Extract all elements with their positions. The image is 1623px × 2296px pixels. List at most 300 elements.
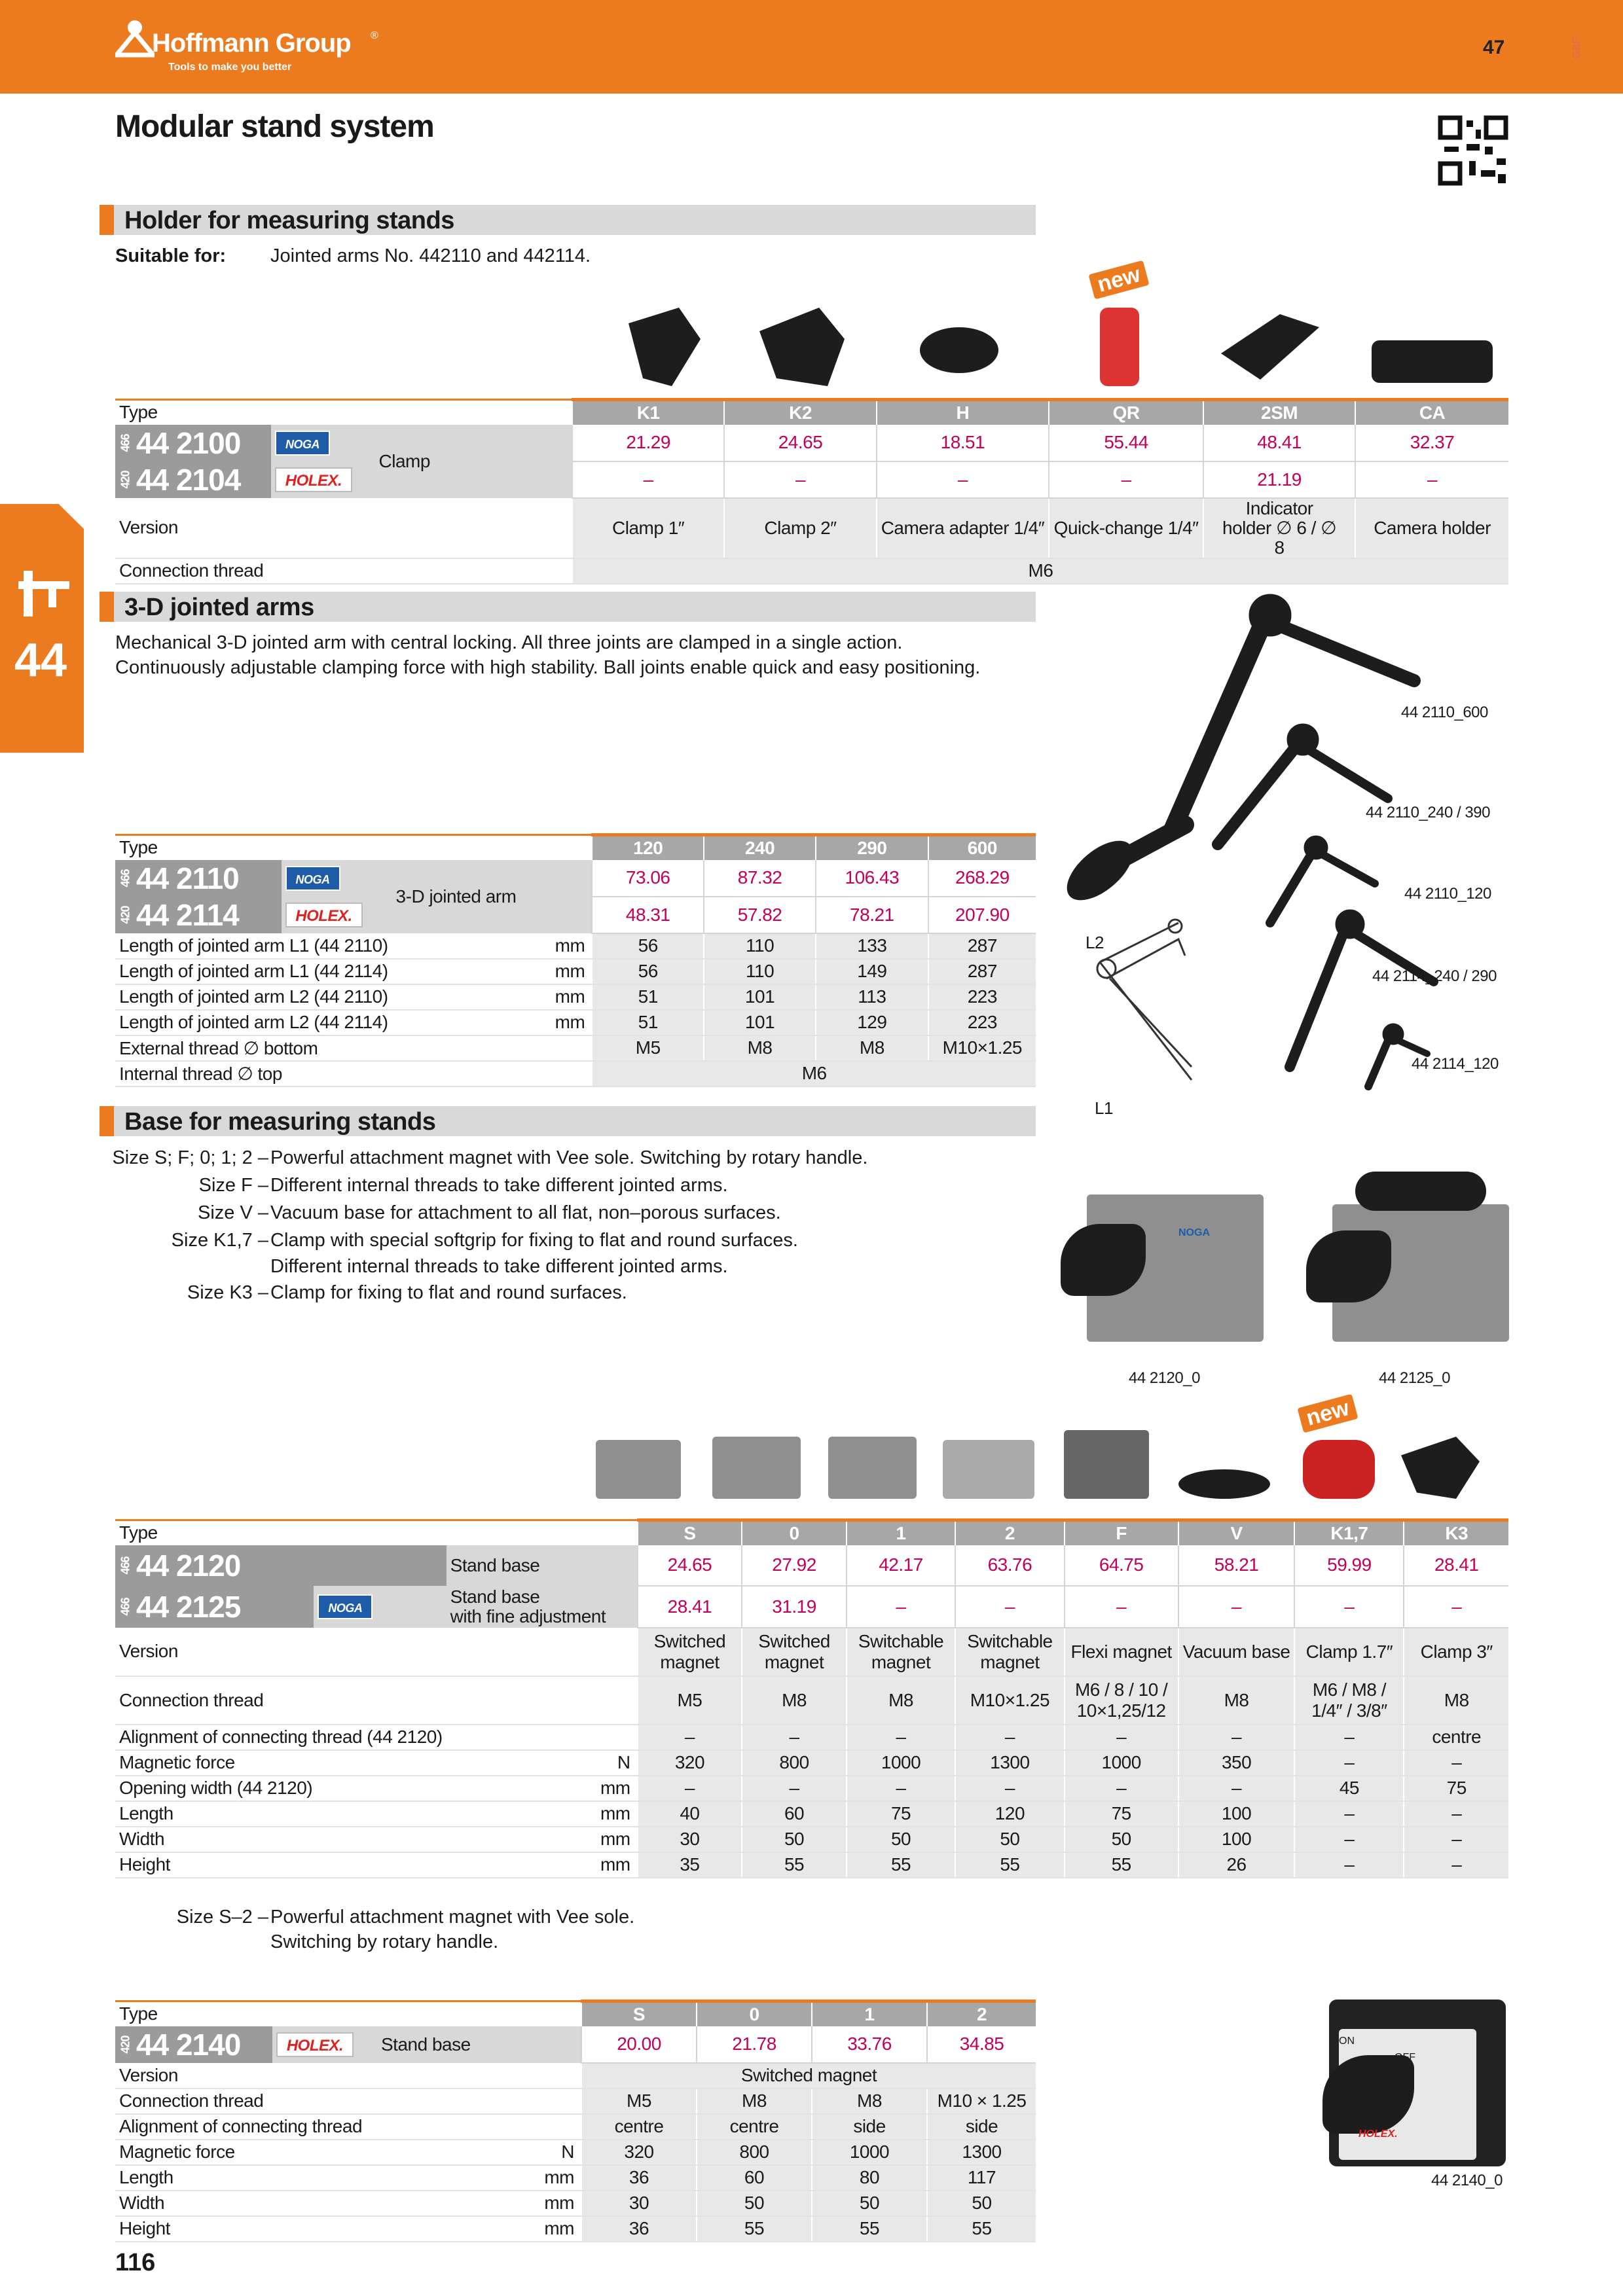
spec-value: centre (697, 2114, 812, 2140)
spec-value: 101 (704, 1010, 816, 1035)
col-header: 0 (742, 1520, 847, 1545)
product-desc: 3-D jointed arm (392, 860, 593, 933)
size-key: Size S; F; 0; 1; 2 – (112, 1147, 268, 1168)
col-header: 290 (816, 835, 928, 860)
spec-label: Length of jointed arm L2 (44 2110) (115, 984, 392, 1010)
photo-logo: NOGA (1178, 1227, 1210, 1238)
version-label: Version (115, 1628, 638, 1676)
spec-label: Opening width (44 2120) (115, 1776, 447, 1801)
spec-value: 287 (928, 933, 1036, 959)
noga-logo: NOGA (275, 431, 330, 456)
indicator-holder-image (1221, 314, 1319, 380)
image-caption: 44 2110_600 (1401, 704, 1488, 721)
price: 78.21 (816, 897, 928, 933)
article-number: 466 44 2110 (115, 860, 282, 897)
size-value: Clamp for fixing to flat and round surfaces. (270, 1282, 627, 1303)
spec-label: Length of jointed arm L1 (44 2114) (115, 959, 392, 984)
magnet-knob-image (1061, 1224, 1146, 1296)
page-number: 47 (1483, 37, 1505, 58)
spec-value: 55 (742, 1852, 847, 1878)
col-header: K1,7 (1294, 1520, 1404, 1545)
spec-value: M10×1.25 (928, 1035, 1036, 1061)
spec-value: – (1404, 1750, 1508, 1776)
article-number: 466 44 2120 (115, 1545, 447, 1586)
spec-unit: mm (447, 1827, 638, 1852)
article-number: 420 44 2140 (115, 2026, 272, 2063)
price: 87.32 (704, 860, 816, 897)
version-cell: Switched (758, 1630, 830, 1651)
size-value: Powerful attachment magnet with Vee sole. Switching by rotary handle. (270, 1147, 868, 1168)
jointed-arms-image (1048, 583, 1506, 1126)
clamp-k2-image (759, 308, 845, 386)
spec-value: 223 (928, 984, 1036, 1010)
version-cell: Switched magnet (581, 2063, 1036, 2089)
spec-value: 56 (592, 959, 704, 984)
product-desc: Clamp (375, 425, 572, 498)
spec-label: Length of jointed arm L1 (44 2110) (115, 933, 392, 959)
spec-value: – (638, 1725, 742, 1750)
spec-unit: N (447, 1750, 638, 1776)
hoffmann-logo-icon (115, 18, 155, 58)
spec-value: 55 (847, 1852, 955, 1878)
new-badge: new (1088, 260, 1149, 300)
price: 63.76 (955, 1545, 1064, 1586)
spec-value: 110 (704, 933, 816, 959)
price: 24.65 (724, 425, 876, 461)
spec-value: – (1178, 1776, 1295, 1801)
spec-value: M5 (592, 1035, 704, 1061)
spec-value: M6 (592, 1061, 1036, 1086)
spec-unit (447, 1725, 638, 1750)
spec-value: – (1294, 1725, 1404, 1750)
spec-value: – (742, 1725, 847, 1750)
price: 20.00 (581, 2026, 697, 2063)
spec-value: – (847, 1725, 955, 1750)
spec-value: – (1294, 1801, 1404, 1827)
size-key: Size F – (198, 1175, 268, 1196)
holder-table (115, 398, 1508, 584)
size-value: Switching by rotary handle. (270, 1931, 499, 1952)
new-badge: new (1297, 1394, 1358, 1433)
spec-value: 117 (927, 2165, 1036, 2191)
price: 31.19 (742, 1586, 847, 1628)
price: 21.78 (697, 2026, 812, 2063)
spec-value: – (742, 1776, 847, 1801)
fine-adjust-plate-image (1355, 1172, 1486, 1211)
version-cell: Switchable (858, 1630, 944, 1651)
price: – (1294, 1586, 1404, 1628)
holex-logo: HOLEX. (276, 2032, 354, 2057)
spec-value: 1000 (847, 1750, 955, 1776)
photo-off-label: OFF (1395, 2052, 1415, 2063)
image-caption: 44 2114_120 (1412, 1055, 1499, 1073)
col-header: K1 (572, 400, 724, 425)
col-header: 0 (697, 2001, 812, 2026)
spec-value: 51 (592, 1010, 704, 1035)
brand-name: Hoffmann Group (152, 29, 351, 58)
spec-value: 55 (697, 2216, 812, 2242)
spec-value: M8 (697, 2089, 812, 2114)
spec-label: Alignment of connecting thread (115, 2114, 377, 2140)
noga-logo: NOGA (285, 866, 340, 891)
image-caption: 44 2114_240 / 290 (1372, 967, 1497, 985)
spec-value: 100 (1178, 1801, 1295, 1827)
size-value: Clamp with special softgrip for fixing to flat and round surfaces. (270, 1230, 798, 1251)
spec-value: 30 (638, 1827, 742, 1852)
spec-unit: mm (447, 1852, 638, 1878)
clamp-k3-image (1401, 1437, 1480, 1499)
conn-value: 10×1,25/12 (1076, 1700, 1166, 1721)
product-desc: Stand base (450, 1586, 540, 1607)
version-cell: Indicator holder ∅ 6 / ∅ 8 (1203, 498, 1355, 558)
spec-value: 129 (816, 1010, 928, 1035)
vacuum-base-image (1178, 1469, 1270, 1499)
spec-value: 55 (812, 2216, 927, 2242)
spec-unit (377, 2114, 581, 2140)
spec-value: M8 (812, 2089, 927, 2114)
spec-value: – (1404, 1801, 1508, 1827)
page-title: Modular stand system (115, 109, 434, 144)
article-number: 466 44 2100 (115, 425, 271, 461)
price: 34.85 (927, 2026, 1036, 2063)
col-header: V (1178, 1520, 1295, 1545)
price: 18.51 (877, 425, 1049, 461)
section-header-arms (100, 592, 1036, 622)
spec-label: Height (115, 2216, 377, 2242)
size-keys (98, 1144, 268, 1306)
spec-value: 50 (742, 1827, 847, 1852)
image-caption: 44 2125_0 (1379, 1369, 1450, 1387)
magnet-knob-image (1306, 1230, 1391, 1302)
version-cell: Clamp 1″ (572, 498, 724, 558)
col-header: 1 (847, 1520, 955, 1545)
version-cell: magnet (871, 1651, 931, 1672)
spec-unit: mm (447, 1776, 638, 1801)
price: 28.41 (638, 1586, 742, 1628)
price: 207.90 (928, 897, 1036, 933)
price: – (1065, 1586, 1178, 1628)
spec-value: 320 (581, 2140, 697, 2165)
price: – (1178, 1586, 1295, 1628)
article-number: 420 44 2104 (115, 461, 271, 498)
arms-text-1: Mechanical 3-D jointed arm with central locking. All three joints are clamped in a single action. (115, 632, 903, 653)
size-key: Size V – (198, 1202, 268, 1223)
spec-label: Magnetic force (115, 1750, 447, 1776)
size-value: Vacuum base for attachment to all flat, non–porous surfaces. (270, 1202, 781, 1223)
price: 48.31 (592, 897, 704, 933)
chapter-number: 44 (14, 634, 67, 687)
base-s-image (596, 1440, 681, 1499)
spec-value: 1000 (1065, 1750, 1178, 1776)
arms-text-2: Continuously adjustable clamping force with high stability. Ball joints enable quick and easy positioning. (115, 657, 981, 678)
size-values (270, 1144, 867, 1306)
spec-value: 75 (1065, 1801, 1178, 1827)
spec-value: 800 (697, 2140, 812, 2165)
spec-value: 1000 (812, 2140, 927, 2165)
spec-value: side (927, 2114, 1036, 2140)
spec-unit: mm (392, 933, 593, 959)
spec-value: 50 (812, 2191, 927, 2216)
spec-label: Length (115, 2165, 377, 2191)
spec-value: 45 (1294, 1776, 1404, 1801)
spec-unit (392, 1035, 593, 1061)
spec-value: 223 (928, 1010, 1036, 1035)
photo-on-label: ON (1339, 2036, 1355, 2047)
spec-unit: mm (377, 2165, 581, 2191)
header-bar (0, 0, 1623, 94)
type-label: Type (115, 400, 572, 425)
clamp-k1-image (629, 308, 701, 386)
spec-value: M10 × 1.25 (927, 2089, 1036, 2114)
size-key: Size K3 – (187, 1282, 268, 1303)
conn-value: M5 (638, 1676, 742, 1725)
col-header: F (1065, 1520, 1178, 1545)
size-key (98, 1254, 268, 1279)
spec-value: 1300 (927, 2140, 1036, 2165)
spec-unit: mm (447, 1801, 638, 1827)
spec-value: 60 (742, 1801, 847, 1827)
conn-value: 1/4″ / 3/8″ (1311, 1700, 1387, 1721)
conn-value: M10×1.25 (955, 1676, 1064, 1725)
base-f-image (1064, 1430, 1149, 1499)
spec-value: – (1404, 1852, 1508, 1878)
spec-value: 55 (1065, 1852, 1178, 1878)
col-header: 2SM (1203, 400, 1355, 425)
size-value: Different internal threads to take different jointed arms. (270, 1175, 728, 1196)
quick-change-image (1100, 308, 1139, 386)
spec-label: Length (115, 1801, 447, 1827)
spec-value: – (1294, 1750, 1404, 1776)
spec-value: 50 (1065, 1827, 1178, 1852)
spec-value: 80 (812, 2165, 927, 2191)
holex-logo: HOLEX. (275, 467, 352, 492)
spec-value: 36 (581, 2216, 697, 2242)
spec-unit: mm (377, 2191, 581, 2216)
spec-label: Alignment of connecting thread (44 2120) (115, 1725, 447, 1750)
spec-value: – (638, 1776, 742, 1801)
price: – (1049, 461, 1203, 498)
spec-value: – (1065, 1725, 1178, 1750)
spec-value: 120 (955, 1801, 1064, 1827)
spec-value: 800 (742, 1750, 847, 1776)
image-caption: 44 2110_120 (1404, 885, 1491, 903)
product-desc: Stand base (447, 1545, 638, 1586)
spec-value: – (1294, 1852, 1404, 1878)
price: 27.92 (742, 1545, 847, 1586)
spec-label: Length of jointed arm L2 (44 2114) (115, 1010, 392, 1035)
article-number: 466 44 2125 (115, 1586, 314, 1628)
chapter-tab (0, 504, 84, 753)
version-cell: Quick-change 1/4″ (1049, 498, 1203, 558)
brand-registered: ® (371, 30, 378, 41)
spec-value: 60 (697, 2165, 812, 2191)
col-header: K2 (724, 400, 876, 425)
spec-unit: N (377, 2140, 581, 2165)
section-header-base (100, 1106, 1036, 1136)
price: 55.44 (1049, 425, 1203, 461)
spec-value: 113 (816, 984, 928, 1010)
spec-value: – (1404, 1827, 1508, 1852)
price: – (955, 1586, 1064, 1628)
version-cell: magnet (980, 1651, 1040, 1672)
type-label: Type (115, 1520, 638, 1545)
conn-value: M6 / 8 / 10 / (1074, 1679, 1168, 1700)
clamp-k17-image (1303, 1440, 1375, 1499)
spec-value: 100 (1178, 1827, 1295, 1852)
spec-value: – (955, 1776, 1064, 1801)
price: 24.65 (638, 1545, 742, 1586)
col-header: 120 (592, 835, 704, 860)
version-cell: Camera adapter 1/4″ (877, 498, 1049, 558)
price: – (724, 461, 876, 498)
spec-value: 320 (638, 1750, 742, 1776)
col-header: QR (1049, 400, 1203, 425)
spec-value: – (955, 1725, 1064, 1750)
size-key: Size K1,7 – (171, 1230, 268, 1251)
spec-label: Width (115, 2191, 377, 2216)
arms-table (115, 833, 1036, 1087)
spec-label: Connection thread (115, 2089, 377, 2114)
price: 48.41 (1203, 425, 1355, 461)
version-cell: Vacuum base (1178, 1628, 1295, 1676)
spec-value: 149 (816, 959, 928, 984)
region-code: GBP (1571, 37, 1582, 59)
qr-code-icon[interactable] (1438, 115, 1508, 186)
spec-label: Internal thread ∅ top (115, 1061, 592, 1086)
conn-value: M6 (572, 558, 1508, 584)
spec-value: 51 (592, 984, 704, 1010)
spec-value: 75 (1404, 1776, 1508, 1801)
price: – (1355, 461, 1508, 498)
price: – (847, 1586, 955, 1628)
base-table (115, 1518, 1508, 1878)
spec-value: centre (1404, 1725, 1508, 1750)
price: 64.75 (1065, 1545, 1178, 1586)
section-title: Holder for measuring stands (124, 207, 454, 234)
base-2-image (943, 1440, 1034, 1499)
conn-value: M8 (1178, 1676, 1295, 1725)
col-header: K3 (1404, 1520, 1508, 1545)
price: 58.21 (1178, 1545, 1295, 1586)
col-header: 600 (928, 835, 1036, 860)
col-header: CA (1355, 400, 1508, 425)
price: 42.17 (847, 1545, 955, 1586)
image-caption: 44 2120_0 (1129, 1369, 1200, 1387)
spec-value: 50 (847, 1827, 955, 1852)
price: 106.43 (816, 860, 928, 897)
spec-value: M8 (816, 1035, 928, 1061)
version-label: Version (115, 498, 572, 558)
price: – (1404, 1586, 1508, 1628)
size-value: Powerful attachment magnet with Vee sole. (270, 1907, 635, 1928)
suitable-label: Suitable for: (115, 245, 227, 266)
spec-value: – (847, 1776, 955, 1801)
spec-value: centre (581, 2114, 697, 2140)
version-cell: magnet (764, 1651, 824, 1672)
spec-value: 75 (847, 1801, 955, 1827)
price: 268.29 (928, 860, 1036, 897)
product-desc: Stand base (377, 2026, 581, 2063)
spec-value: 110 (704, 959, 816, 984)
product-desc-sub: with fine adjustment (450, 1605, 606, 1626)
version-cell: Switched (653, 1630, 726, 1651)
camera-adapter-image (920, 327, 998, 373)
spec-unit: mm (392, 959, 593, 984)
spec-value: M5 (581, 2089, 697, 2114)
price: – (877, 461, 1049, 498)
base-1-image (828, 1437, 917, 1499)
spec-value: 50 (955, 1827, 1064, 1852)
col-header: 2 (955, 1520, 1064, 1545)
diagram-l1: L1 (1095, 1098, 1113, 1118)
caliper-icon (14, 568, 73, 620)
article-number: 420 44 2114 (115, 897, 282, 933)
price: – (572, 461, 724, 498)
price: 59.99 (1294, 1545, 1404, 1586)
spec-value: M8 (704, 1035, 816, 1061)
image-caption: 44 2110_240 / 390 (1366, 804, 1490, 821)
price: 73.06 (592, 860, 704, 897)
price: 33.76 (812, 2026, 927, 2063)
spec-value: 101 (704, 984, 816, 1010)
diagram-l2: L2 (1085, 933, 1104, 952)
spec-unit: mm (392, 984, 593, 1010)
spec-value: – (1065, 1776, 1178, 1801)
version-label: Version (115, 2063, 581, 2089)
price: 21.29 (572, 425, 724, 461)
spec-value: 287 (928, 959, 1036, 984)
spec-value: – (1178, 1725, 1295, 1750)
conn-label: Connection thread (115, 558, 572, 584)
price: 21.19 (1203, 461, 1355, 498)
version-cell: Flexi magnet (1065, 1628, 1178, 1676)
spec-value: 30 (581, 2191, 697, 2216)
spec-value: 55 (955, 1852, 1064, 1878)
section-header-holder (100, 205, 1036, 235)
suitable-text: Jointed arms No. 442110 and 442114. (270, 245, 591, 266)
price: 28.41 (1404, 1545, 1508, 1586)
price: 32.37 (1355, 425, 1508, 461)
spec-value: 350 (1178, 1750, 1295, 1776)
spec-value: 40 (638, 1801, 742, 1827)
col-header: H (877, 400, 1049, 425)
spec-value: 50 (697, 2191, 812, 2216)
spec-value: 55 (927, 2216, 1036, 2242)
conn-value: M6 / M8 / (1312, 1679, 1387, 1700)
version-cell: Clamp 1.7″ (1294, 1628, 1404, 1676)
spec-unit (377, 2089, 581, 2114)
conn-label: Connection thread (115, 1676, 638, 1725)
conn-value: M8 (847, 1676, 955, 1725)
version-cell: Switchable (967, 1630, 1053, 1651)
size-key: Size S–2 – (176, 1907, 268, 1928)
type-label: Type (115, 2001, 581, 2026)
col-header: S (638, 1520, 742, 1545)
spec-label: Magnetic force (115, 2140, 377, 2165)
spec-label: External thread ∅ bottom (115, 1035, 392, 1061)
spec-value: 35 (638, 1852, 742, 1878)
holex-base-table (115, 2000, 1036, 2242)
spec-label: Width (115, 1827, 447, 1852)
image-caption: 44 2140_0 (1431, 2172, 1503, 2189)
conn-value: M8 (742, 1676, 847, 1725)
holex-logo: HOLEX. (285, 903, 363, 927)
spec-unit: mm (377, 2216, 581, 2242)
spec-value: side (812, 2114, 927, 2140)
spec-value: 1300 (955, 1750, 1064, 1776)
version-cell: Camera holder (1355, 498, 1508, 558)
col-header: 2 (927, 2001, 1036, 2026)
